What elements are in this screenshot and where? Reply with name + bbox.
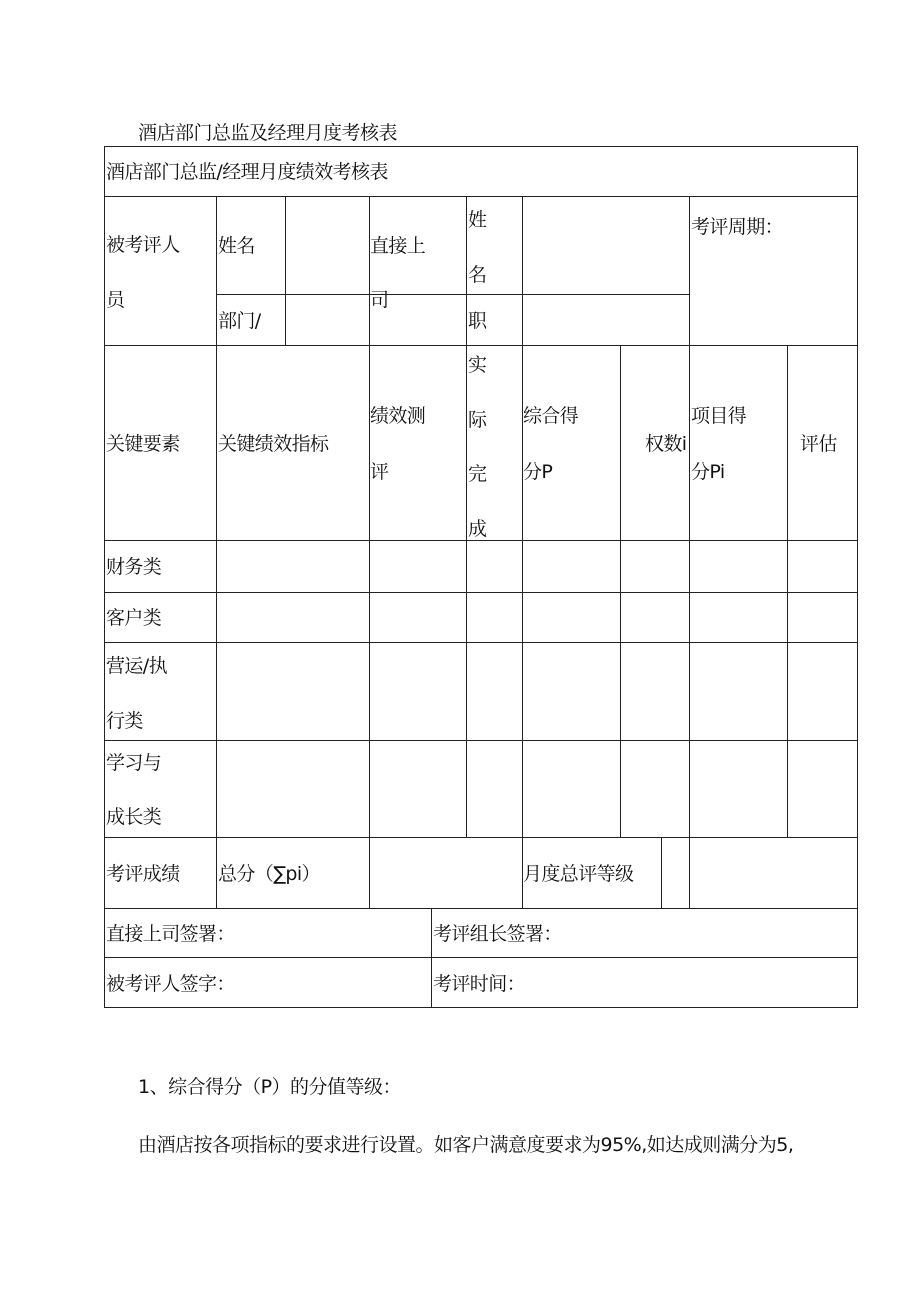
header-assessment: 评估 (800, 433, 837, 455)
monthly-grade-label: 月度总评等级 (523, 863, 634, 885)
header-actual-line1: 实 (468, 354, 487, 376)
supervisor-title-label: 职 (468, 310, 487, 332)
evaluatee-label-line2: 员 (106, 289, 125, 311)
header-actual-line3: 完 (468, 463, 487, 485)
supervisor-label-line2: 司 (370, 289, 389, 311)
section-heading: 1、综合得分（P）的分值等级： (138, 1076, 402, 1098)
header-actual-line2: 际 (468, 409, 487, 431)
category-operations-line2: 行类 (106, 710, 143, 732)
total-score-label: 总分（∑pi） (218, 863, 320, 885)
header-measure-line2: 评 (370, 461, 389, 483)
category-operations-line1: 营运/执 (106, 655, 168, 677)
assessment-table (104, 146, 858, 1008)
group-leader-signature-label: 考评组长签署： (433, 923, 562, 945)
supervisor-label-line1: 直接上 (370, 235, 426, 257)
table-title: 酒店部门总监/经理月度绩效考核表 (106, 161, 388, 183)
category-finance: 财务类 (106, 556, 162, 578)
evaluation-time-label: 考评时间： (433, 973, 526, 995)
evaluatee-name-label: 姓名 (218, 235, 255, 257)
evaluatee-dept-label: 部门/ (218, 310, 261, 332)
header-key-factor: 关键要素 (106, 433, 180, 455)
body-paragraph: 由酒店按各项指标的要求进行设置。如客户满意度要求为95%,如达成则满分为5, (138, 1134, 794, 1156)
header-item-score-line1: 项目得 (691, 405, 747, 427)
header-item-score-line2: 分Pi (691, 461, 725, 483)
evaluation-period-label: 考评周期： (691, 216, 784, 238)
category-customer: 客户类 (106, 607, 162, 629)
category-learning-line2: 成长类 (106, 806, 162, 828)
supervisor-name-line2: 名 (468, 264, 487, 286)
results-label: 考评成绩 (106, 863, 180, 885)
header-score-line2: 分P (523, 461, 553, 483)
supervisor-signature-label: 直接上司签署： (106, 923, 235, 945)
header-measure-line1: 绩效测 (370, 405, 426, 427)
supervisor-name-line1: 姓 (468, 209, 487, 231)
evaluatee-signature-label: 被考评人签字： (106, 973, 235, 995)
category-learning-line1: 学习与 (106, 752, 162, 774)
header-score-line1: 综合得 (523, 405, 579, 427)
header-kpi: 关键绩效指标 (218, 433, 329, 455)
header-weight: 权数i (645, 433, 687, 455)
header-actual-line4: 成 (468, 518, 487, 540)
evaluatee-label-line1: 被考评人 (106, 234, 180, 256)
document-title: 酒店部门总监及经理月度考核表 (138, 122, 398, 144)
